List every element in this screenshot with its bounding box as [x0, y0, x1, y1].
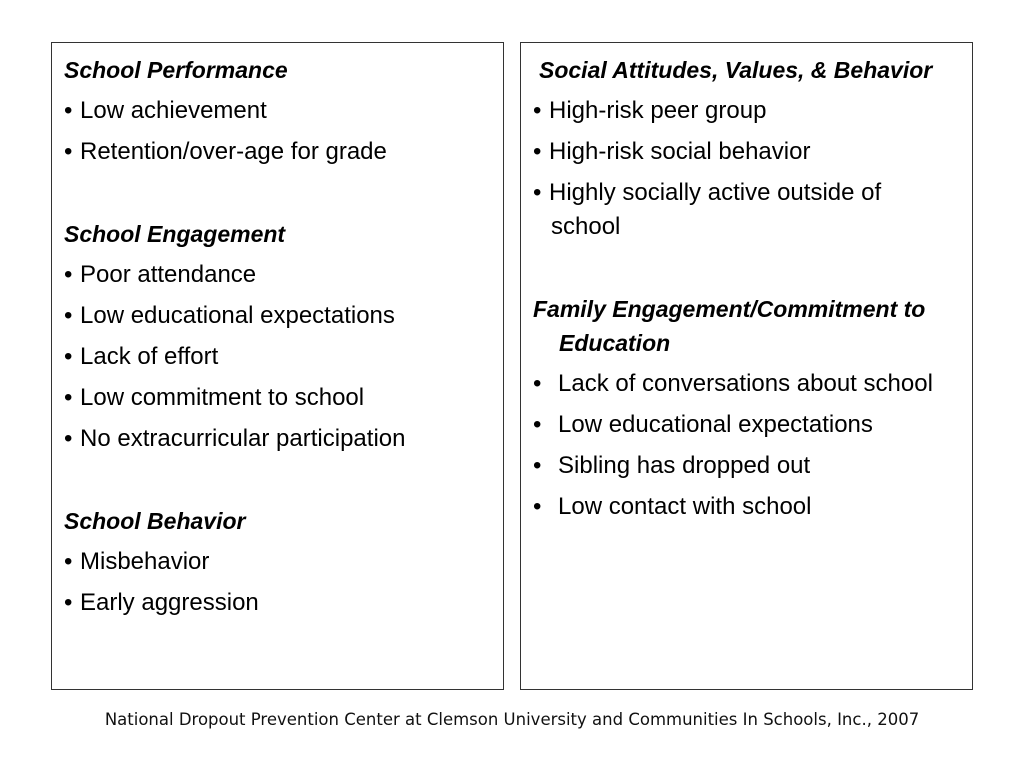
- list-item-text: Retention/over-age for grade: [80, 138, 387, 165]
- bullet: •: [64, 548, 73, 575]
- list-item: [533, 449, 954, 483]
- list-item: [64, 340, 493, 374]
- list-item: [64, 135, 493, 169]
- section-heading-school-behavior: School Behavior: [64, 508, 246, 534]
- section-heading-school-engagement: School Engagement: [64, 221, 286, 247]
- bullet: •: [533, 493, 542, 520]
- bullet: •: [64, 302, 73, 329]
- list-item: [533, 408, 954, 442]
- list-item-text: Lack of conversations about school: [558, 370, 933, 397]
- list-item-text: Sibling has dropped out: [558, 452, 811, 479]
- bullet: •: [64, 343, 73, 370]
- list-item-text: Low contact with school: [558, 493, 812, 520]
- list-item: [64, 299, 493, 333]
- list-item-text: Early aggression: [80, 589, 259, 616]
- list-item-text: Lack of effort: [80, 343, 219, 370]
- bullet: •: [533, 179, 542, 206]
- bullet: •: [64, 425, 73, 452]
- list-item-text: Highly socially active outside of school: [549, 179, 882, 240]
- list-item-text: High-risk peer group: [549, 97, 767, 124]
- right-risk-factors-box: [520, 42, 973, 690]
- list-item-text: Low commitment to school: [80, 384, 365, 411]
- bullet: •: [64, 384, 73, 411]
- list-item: [64, 545, 493, 579]
- bullet: •: [64, 138, 73, 165]
- bullet: •: [533, 411, 542, 438]
- list-item-text: Low educational expectations: [80, 302, 395, 329]
- list-item: [64, 422, 493, 456]
- list-item-text: Low educational expectations: [558, 411, 873, 438]
- left-risk-factors-box: [51, 42, 504, 690]
- section-heading-school-performance: School Performance: [64, 57, 288, 83]
- bullet: •: [64, 97, 73, 124]
- list-item: [533, 176, 954, 244]
- list-item-text: High-risk social behavior: [549, 138, 811, 165]
- source-citation: National Dropout Prevention Center at Clemson University and Communities In Schools, Inc., 2007: [104, 710, 920, 729]
- list-item-text: No extracurricular participation: [80, 425, 406, 452]
- bullet: •: [533, 370, 542, 397]
- section-spacer: [533, 251, 954, 292]
- section-spacer: [64, 463, 493, 504]
- list-item: [533, 490, 954, 524]
- list-item: [64, 258, 493, 292]
- list-item: [64, 94, 493, 128]
- list-item: [533, 94, 954, 128]
- list-item: [533, 367, 954, 401]
- list-item: [533, 135, 954, 169]
- list-item-text: Low achievement: [80, 97, 267, 124]
- bullet: •: [64, 261, 73, 288]
- bullet: •: [533, 452, 542, 479]
- section-heading-family-engagement: Family Engagement/Commitment to Education: [533, 296, 926, 356]
- bullet: •: [64, 589, 73, 616]
- list-item-text: Misbehavior: [80, 548, 210, 575]
- list-item: [64, 381, 493, 415]
- bullet: •: [533, 138, 542, 165]
- list-item-text: Poor attendance: [80, 261, 257, 288]
- bullet: •: [533, 97, 542, 124]
- section-spacer: [64, 176, 493, 217]
- list-item: [64, 586, 493, 620]
- section-heading-social-attitudes: Social Attitudes, Values, & Behavior: [539, 57, 933, 83]
